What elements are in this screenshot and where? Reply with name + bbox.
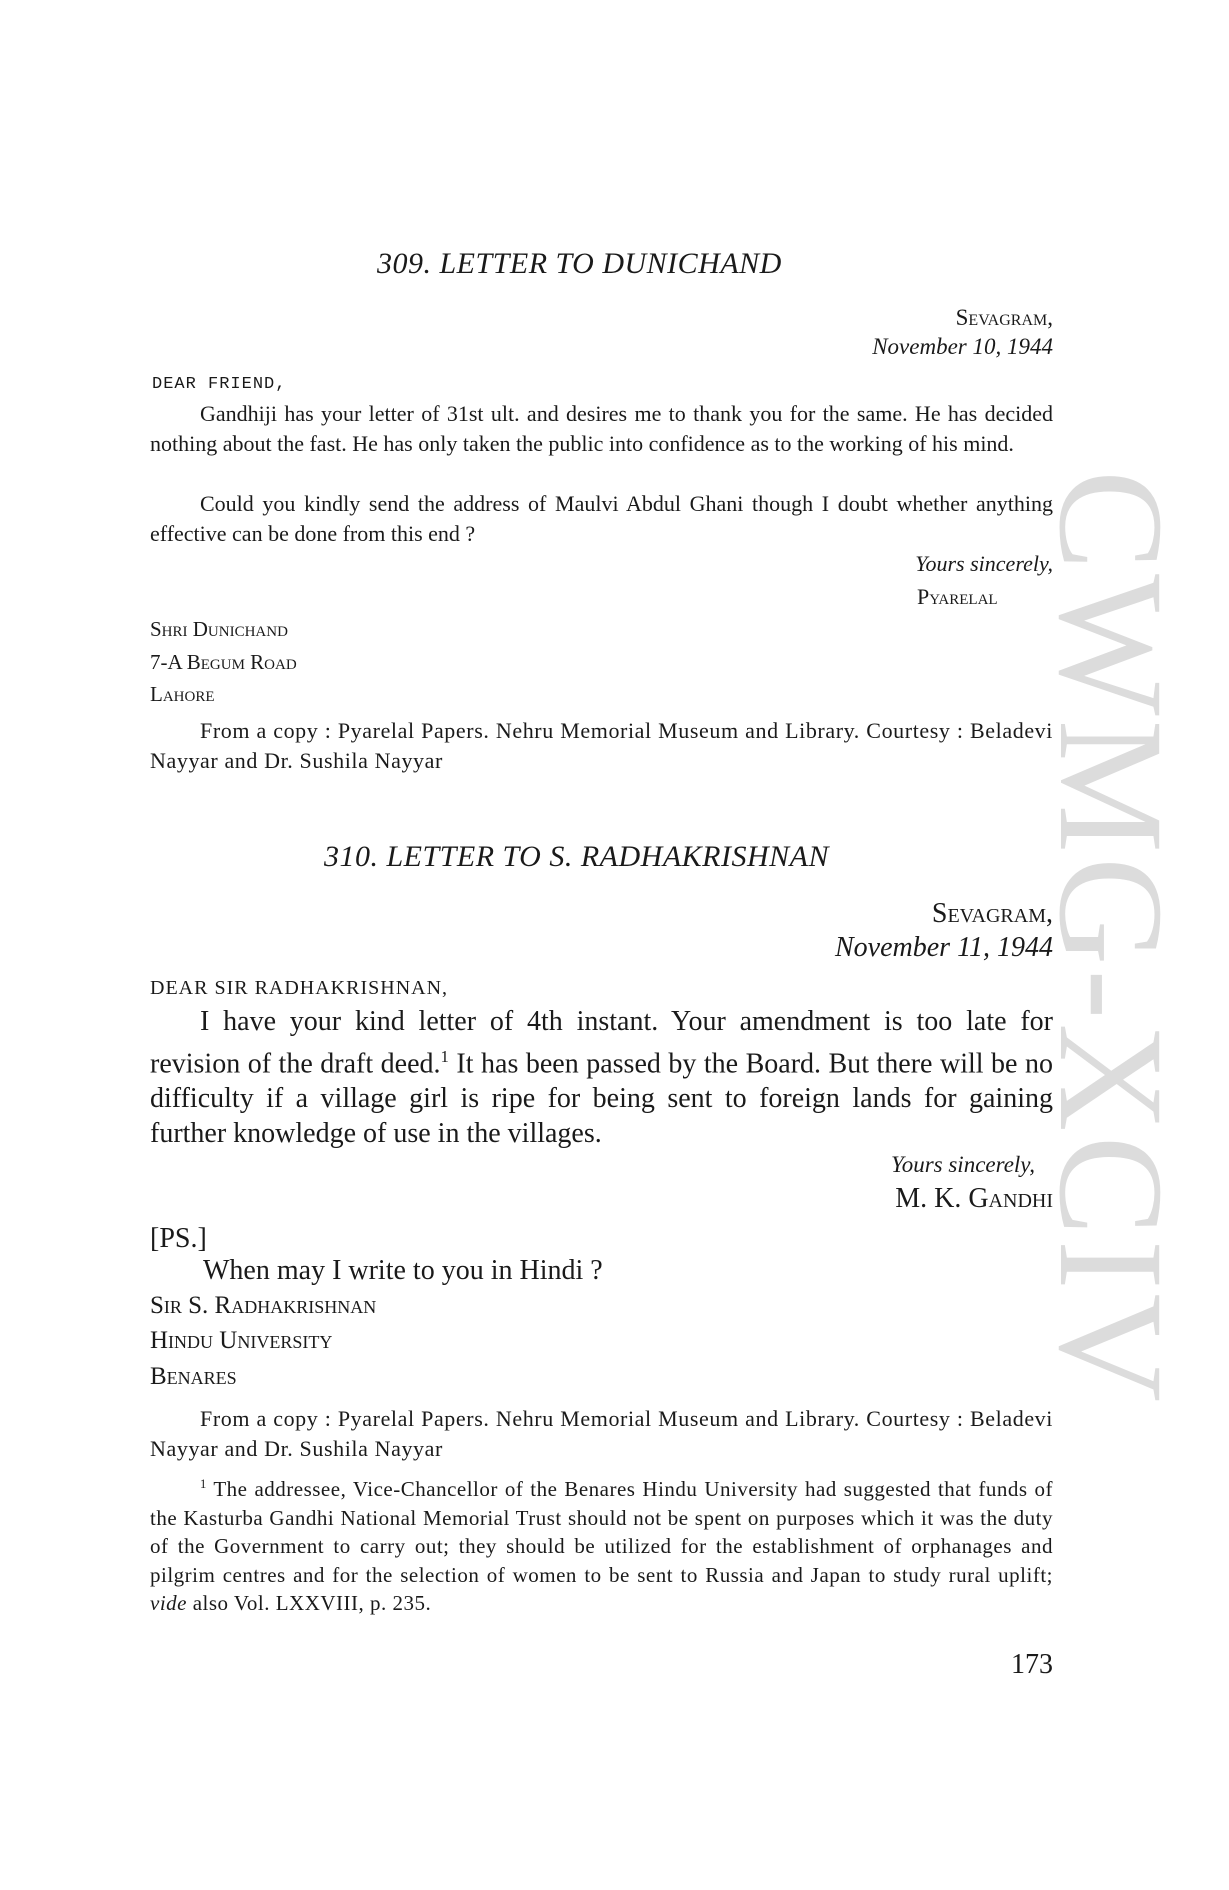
letter-310-address-line-1: Sir S. Radhakrishnan: [150, 1292, 377, 1319]
letter-310-address-line-2: Hindu University: [150, 1327, 333, 1354]
letter-309-date: November 10, 1944: [872, 334, 1053, 359]
letter-310-salutation: DEAR SIR RADHAKRISHNAN,: [150, 977, 449, 999]
letter-309-paragraph-2: Could you kindly send the address of Maulvi Abdul Ghani though I doubt whether anything effective can be done from this end ?: [150, 491, 1053, 546]
letter-310-date: November 11, 1944: [835, 932, 1053, 963]
letter-310-heading: 310. LETTER TO S. RADHAKRISHNAN: [324, 840, 829, 873]
letter-310-paragraph-1: [150, 1004, 1053, 1151]
letter-310-address-line-3: Benares: [150, 1363, 237, 1390]
letter-309-signature: Pyarelal: [917, 584, 998, 609]
letter-309-paragraph-1: Gandhiji has your letter of 31st ult. and desires me to thank you for the same. He has decided nothing about the fast. He has only taken the public into confidence as to the working of his mind.: [150, 401, 1053, 456]
letter-309-source: From a copy : Pyarelal Papers. Nehru Memorial Museum and Library. Courtesy : Beladevi Nayyar and Dr. Sushila Nayyar: [150, 718, 1053, 773]
letter-309-address-line-1: Shri Dunichand: [150, 617, 288, 641]
footnote-text-part-b: also Vol. LXXVIII, p. 235.: [186, 1591, 432, 1615]
footnote-text-part-a: The addressee, Vice-Chancellor of the Benares Hindu University had suggested that funds of the Kasturba Gandhi National Memorial Trust should not be spent on purposes which it was the duty of the Government to carry out; they should be utilized for the establishment of orphanages and pilgrim centres and for the selection of women to be sent to Russia and Japan to study rural uplift;: [150, 1477, 1053, 1587]
postscript-text: When may I write to you in Hindi ?: [203, 1255, 603, 1286]
letter-309-heading: 309. LETTER TO DUNICHAND: [377, 247, 782, 280]
letter-310-paragraph-1-part-b: It has been passed by the Board. But there will be no difficulty if a village girl is ripe for being sent to foreign lands for gaining further knowledge of use in the villages.: [150, 1048, 1053, 1150]
letter-309-address-line-3: Lahore: [150, 682, 215, 706]
footnote: [150, 1470, 1053, 1618]
letter-310-closing: Yours sincerely,: [891, 1152, 1035, 1177]
letter-309-salutation: DEAR FRIEND,: [152, 375, 287, 394]
watermark-text: CWMG-XCIV: [1028, 470, 1194, 1406]
footnote-reference: 1: [440, 1047, 449, 1066]
letter-309-closing: Yours sincerely,: [915, 551, 1053, 576]
letter-310-paragraph-1-part-a: I have your kind letter of 4th instant. Your amendment is too late for revision of the draft deed.: [150, 1006, 1053, 1080]
page-number: 173: [1011, 1649, 1053, 1680]
letter-309-place: Sevagram,: [955, 305, 1053, 330]
letter-310-source: From a copy : Pyarelal Papers. Nehru Memorial Museum and Library. Courtesy : Beladevi Nayyar and Dr. Sushila Nayyar: [150, 1406, 1053, 1461]
footnote-vide: vide: [150, 1591, 187, 1615]
letter-310-signature: M. K. Gandhi: [895, 1183, 1053, 1214]
footnote-mark: 1: [200, 1477, 207, 1491]
letter-309-address-line-2: 7-A Begum Road: [150, 650, 297, 674]
postscript-label: [PS.]: [150, 1223, 207, 1254]
letter-310-place: Sevagram,: [931, 898, 1053, 929]
